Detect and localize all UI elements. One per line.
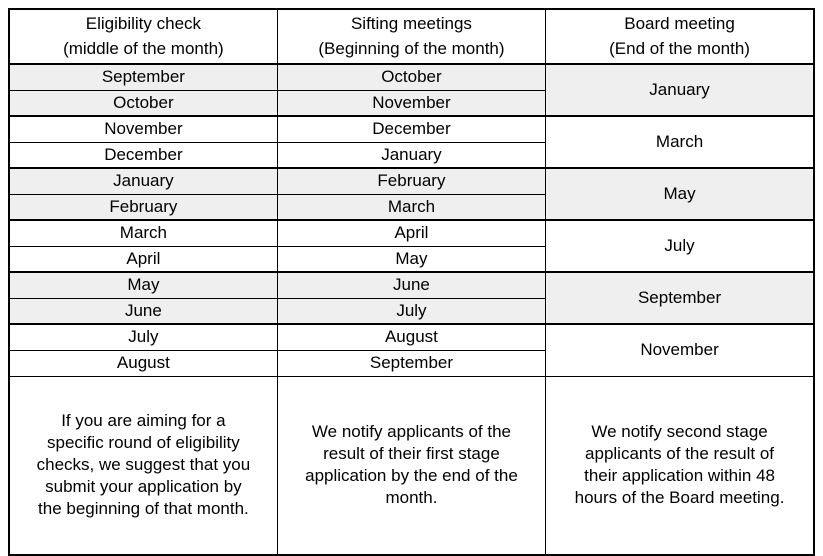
header-row — [9, 9, 814, 64]
month-cell: October — [277, 64, 545, 90]
table-row — [9, 324, 814, 350]
month-cell: January — [277, 142, 545, 168]
month-cell: July — [9, 324, 277, 350]
month-cell: February — [277, 168, 545, 194]
month-cell: September — [9, 64, 277, 90]
footer-note-board: We notify second stage applicants of the result of their application within 48 hours of the Board meeting. — [546, 376, 814, 555]
month-cell: April — [9, 246, 277, 272]
table-row — [9, 116, 814, 142]
table-row — [9, 168, 814, 194]
board-month-cell: March — [546, 116, 814, 168]
month-cell: August — [277, 324, 545, 350]
month-cell: October — [9, 90, 277, 116]
header-title: Board meeting — [624, 14, 735, 34]
month-cell: June — [277, 272, 545, 298]
month-cell: November — [9, 116, 277, 142]
board-month-cell: May — [546, 168, 814, 220]
table-row — [9, 272, 814, 298]
header-subtitle: (middle of the month) — [63, 38, 224, 58]
month-cell: May — [9, 272, 277, 298]
month-cell: February — [9, 194, 277, 220]
header-title: Eligibility check — [85, 14, 202, 34]
footer-note-sifting: We notify applicants of the result of their first stage application by the end of the month. — [277, 376, 545, 555]
month-cell: January — [9, 168, 277, 194]
month-cell: June — [9, 298, 277, 324]
schedule-table — [8, 8, 815, 556]
table-row — [9, 220, 814, 246]
column-header-board-meeting — [546, 9, 814, 64]
board-month-cell: November — [546, 324, 814, 376]
board-month-cell: January — [546, 64, 814, 116]
month-cell: September — [277, 350, 545, 376]
month-cell: December — [277, 116, 545, 142]
header-subtitle: (Beginning of the month) — [318, 38, 505, 58]
month-cell: April — [277, 220, 545, 246]
column-header-eligibility-check — [9, 9, 277, 64]
month-cell: August — [9, 350, 277, 376]
header-subtitle: (End of the month) — [609, 38, 750, 58]
month-cell: July — [277, 298, 545, 324]
footer-note-eligibility: If you are aiming for a specific round of eligibility checks, we suggest that you submit your application by the beginning of that month. — [9, 376, 277, 555]
month-cell: March — [9, 220, 277, 246]
table-row — [9, 64, 814, 90]
month-cell: November — [277, 90, 545, 116]
footer-row — [9, 376, 814, 555]
month-cell: March — [277, 194, 545, 220]
column-header-sifting-meetings — [277, 9, 545, 64]
board-month-cell: September — [546, 272, 814, 324]
header-title: Sifting meetings — [350, 14, 472, 34]
board-month-cell: July — [546, 220, 814, 272]
month-cell: December — [9, 142, 277, 168]
month-cell: May — [277, 246, 545, 272]
